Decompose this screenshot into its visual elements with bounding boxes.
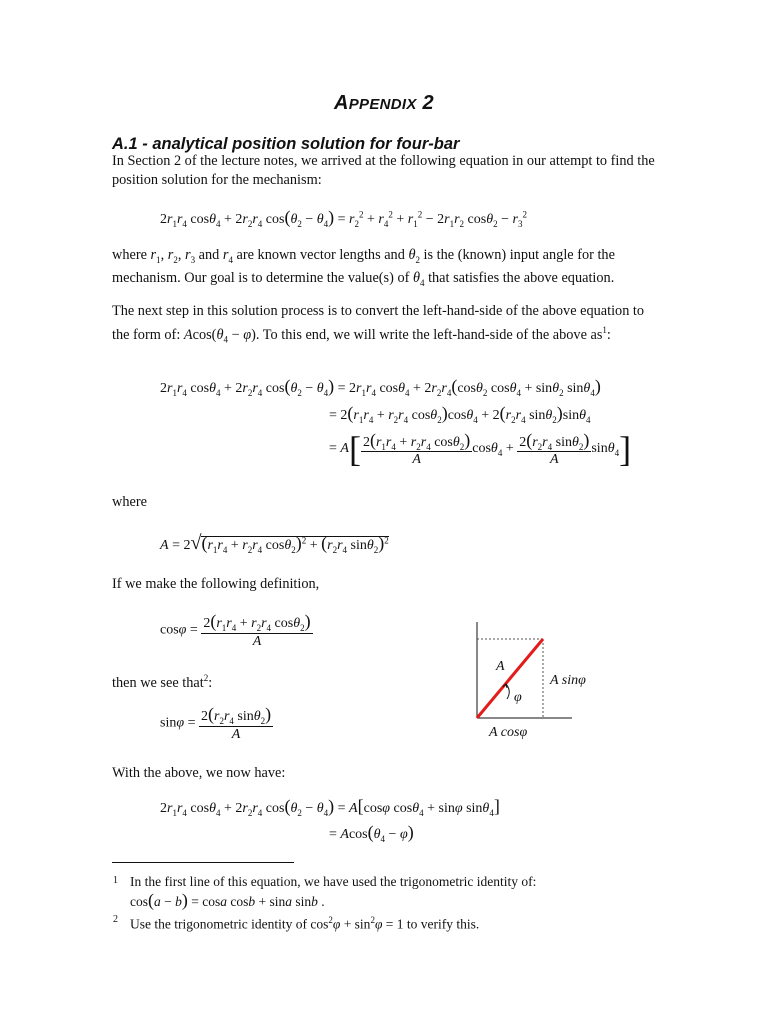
with-above-text: With the above, we now have: — [112, 765, 286, 781]
footnote-2-text: Use the trigonometric identity of $\cos^2\varphi + \sin^2\varphi = 1$ to verify this. — [130, 915, 480, 932]
diagram-label-phi: φ — [514, 690, 522, 705]
diagram-hypotenuse — [477, 639, 543, 718]
where-text-4: that satisfies the above equation. — [428, 270, 615, 287]
footnote-2-marker: 2 — [113, 914, 118, 925]
then-text: then we see that$^2$: — [112, 673, 213, 691]
equation-final-line-1: $2r_1r_4$ $\cos\theta_4 + 2r_2r_4$ $\cos(\theta_2 - \theta_4) = A[\cos\varphi$ cosθ$_4$ + sinφ sinθ$_4$] — [160, 796, 500, 818]
where-text-3: is the (known) input angle for the mechanism. Our goal is to determine the value(s) of — [112, 247, 615, 287]
intro-paragraph: In Section 2 of the lecture notes, we arrived at the following equation in our attempt to find the position solution for the mechanism: — [112, 153, 655, 188]
footnote-2-text-2: to verify this. — [406, 916, 480, 932]
footnote-1-identity: cos(a − b) = cosa cosb + sina sinb . — [130, 890, 325, 910]
equation-expand-line-2: = $2(r_1r_4 + r_2r_4$ $\cos\theta_2)\cos\theta_4 + 2(r_2r_4$ sinθ$_2$)sinθ$_4$ — [329, 403, 591, 425]
next-step-text-2: . To this end, we will write the left-hand-side of the above as — [255, 326, 603, 343]
equation-sin-phi: sinφ = $\frac{2(r_2r_4 \sin\theta_2)}{A}$ — [160, 704, 272, 742]
section-heading: A.1 - analytical position solution for four-bar — [112, 135, 460, 153]
equation-expand-line-3: = A[ $\frac{2(r_1r_4 + r_2r_4 \cos\theta_2)}{A}$ cosθ$_4$ + $\frac{2(r_2r_4 \sin\theta_2)}{A}$ sinθ$_4$] — [329, 429, 632, 469]
diagram-label-A-sin: A sinφ — [550, 673, 586, 688]
where-label: where — [112, 494, 147, 510]
diagram-label-A-cos: A cosφ — [489, 725, 528, 740]
equation-expand-line-1: $2r_1r_4$ $\cos\theta_4 + 2r_2r_4$ $\cos(\theta_2 - \theta_4) = 2r_1r_4$ $\cos\theta_4 + 2r_2r_4(\cos\theta_2$ cosθ$_4$ + sinθ$_2$ sinθ$_4$) — [160, 376, 601, 398]
next-step-text-1: The next step in this solution process is to convert the left-hand-side of the above equation to the form of: — [112, 303, 645, 343]
equation-main: $2r_1r_4$ $\cos\theta_4 + 2r_2r_4$ $\cos(\theta_2 - \theta_4) = r_2^2 + r_4^2 + r_1^2 - 2r_1r_2$ $\cos\theta_2 - r_3^2$ — [160, 207, 527, 229]
where-text-2: are known vector lengths and — [236, 247, 405, 263]
footnote-1-marker: 1 — [113, 875, 118, 886]
equation-final-line-2: = $Acos(\theta_4 - \varphi)$ — [329, 822, 414, 844]
definition-text: If we make the following definition, — [112, 576, 320, 592]
next-step-paragraph: The next step in this solution process is to convert the left-hand-side of the above equation to the form of: $Acos(\theta_4 - \varphi)$. To this end, we will write the left-hand-side of the above $as^1$: — [112, 303, 645, 345]
where-text-1: where — [112, 247, 147, 263]
equation-A-definition: $A = 2√(r_1r_4 + r_2r_4$ $\cos\theta_2)^2 + (r_2r_4$ sinθ$_2$)$^2$ — [160, 532, 389, 555]
footnote-rule — [112, 862, 294, 863]
equation-cos-phi: cosφ = $\frac{2(r_1r_4 + r_2r_4 \cos\theta_2)}{A}$ — [160, 611, 311, 649]
appendix-title: APPENDIX 2 — [334, 92, 434, 114]
footnote-2-text-1: Use the trigonometric identity of — [130, 916, 307, 932]
footnote-1-text: In the first line of this equation, we have used the trigonometric identity of: — [130, 874, 537, 889]
then-text-label: then we see that — [112, 674, 204, 691]
where-paragraph: where $r_1$, $r_2$, $r_3$ and $r_4$ are known vector lengths and $\theta_2$ is the (known) input angle for the mechanism. Our goal is to determine the value(s) of $\theta_4$ that satisfies the above equation. — [112, 247, 615, 289]
diagram-label-A: A — [496, 659, 505, 674]
